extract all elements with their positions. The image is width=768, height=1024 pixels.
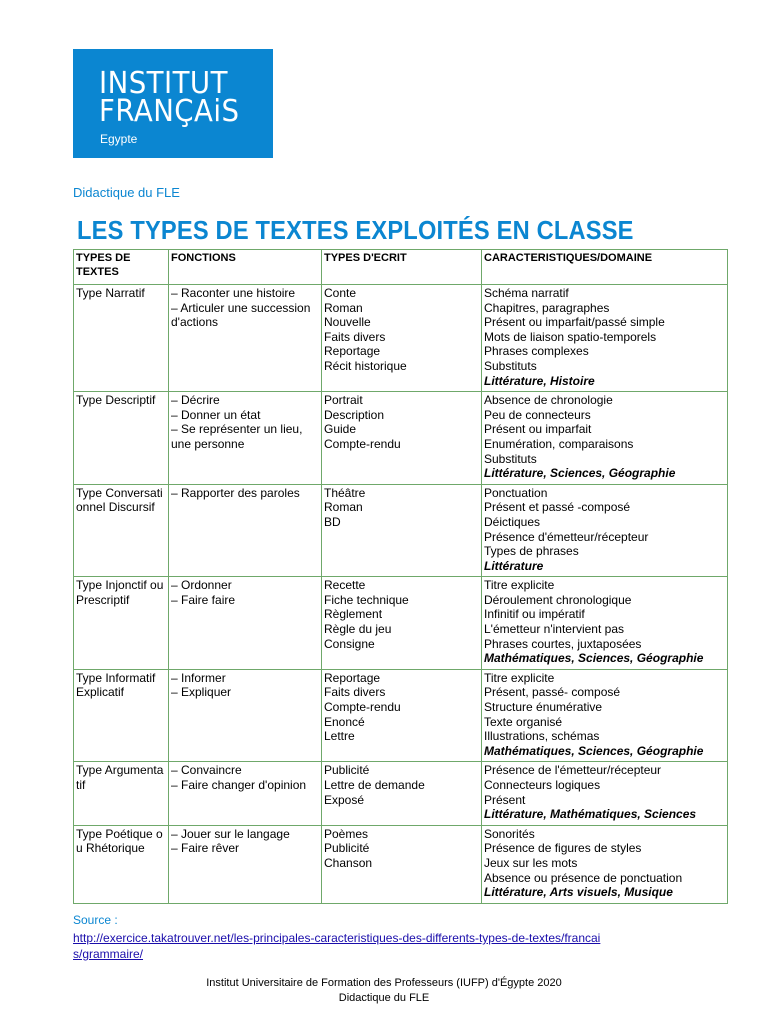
caracteristiques-cell <box>482 669 728 762</box>
caracteristique-item: Types de phrases <box>484 544 579 559</box>
function-item: – Jouer sur le langage <box>171 826 290 841</box>
text-type-cell: Type Descriptif <box>74 392 169 485</box>
caracteristiques-cell <box>482 577 728 670</box>
caracteristique-item: Absence ou présence de ponctuation <box>484 870 683 885</box>
caracteristique-item: Structure énumérative <box>484 700 603 715</box>
text-types-table <box>73 249 728 904</box>
ecrit-item: Règlement <box>324 607 383 622</box>
caracteristique-item: Présent et passé -composé <box>484 500 631 515</box>
ecrit-item: Lettre <box>324 729 355 744</box>
ecrit-item: Publicité <box>324 763 370 778</box>
ecrit-item: Reportage <box>324 344 381 359</box>
caracteristique-item: L'émetteur n'intervient pas <box>484 622 624 637</box>
caracteristique-item: Texte organisé <box>484 714 563 729</box>
caracteristique-item: Peu de connecteurs <box>484 407 591 422</box>
function-item: – Informer <box>171 670 226 685</box>
caracteristiques-cell <box>482 484 728 577</box>
function-item: – Ordonner <box>171 578 232 593</box>
table-row <box>74 762 728 825</box>
source-link[interactable]: http://exercice.takatrouver.net/les-principales-caracteristiques-des-differents-types-de-textes/francais/grammaire/ <box>73 931 601 961</box>
caracteristiques-cell <box>482 762 728 825</box>
domaine-item: Littérature, Histoire <box>484 373 595 388</box>
ecrit-item: Fiche technique <box>324 592 409 607</box>
text-type-cell: Type Conversationnel Discursif <box>74 484 169 577</box>
caracteristique-item: Titre explicite <box>484 578 555 593</box>
ecrit-item: Nouvelle <box>324 315 371 330</box>
ecrit-item: BD <box>324 514 341 529</box>
table-row <box>74 669 728 762</box>
logo-subtitle: Egypte <box>100 132 138 146</box>
table-header-row <box>74 250 728 285</box>
caracteristiques-cell <box>482 392 728 485</box>
institut-francais-logo <box>73 49 273 158</box>
function-item: – Rapporter des paroles <box>171 485 300 500</box>
function-item: – Donner un état <box>171 407 261 422</box>
table-row <box>74 285 728 392</box>
ecrit-item: Consigne <box>324 636 375 651</box>
caracteristique-item: Substituts <box>484 451 537 466</box>
caracteristique-item: Substituts <box>484 358 537 373</box>
caracteristique-item: Illustrations, schémas <box>484 729 600 744</box>
header-types-ecrit: TYPES D'ECRIT <box>322 250 482 285</box>
ecrit-item: Description <box>324 407 385 422</box>
caracteristique-item: Jeux sur les mots <box>484 855 578 870</box>
ecrits-cell <box>322 392 482 485</box>
function-item: – Faire rêver <box>171 841 240 856</box>
caracteristique-item: Schéma narratif <box>484 286 569 300</box>
function-item: – Expliquer <box>171 685 232 700</box>
ecrits-cell <box>322 577 482 670</box>
functions-cell <box>169 825 322 903</box>
caracteristique-item: Déictiques <box>484 514 541 529</box>
ecrit-item: Poèmes <box>324 826 369 841</box>
function-item: – Faire faire <box>171 592 236 607</box>
ecrit-item: Reportage <box>324 670 381 685</box>
text-type-cell: Type Narratif <box>74 285 169 392</box>
ecrit-item: Enoncé <box>324 714 365 729</box>
logo-line2: FRANÇAiS <box>99 94 240 129</box>
text-type-cell: Type Informatif Explicatif <box>74 669 169 762</box>
caracteristique-item: Phrases courtes, juxtaposées <box>484 636 642 651</box>
footer-subject: Didactique du FLE <box>338 992 430 1004</box>
ecrit-item: Faits divers <box>324 685 386 700</box>
text-type-cell: Type Injonctif ou Prescriptif <box>74 577 169 670</box>
ecrit-item: Récit historique <box>324 358 407 373</box>
functions-cell <box>169 484 322 577</box>
subject-heading: Didactique du FLE <box>73 185 180 200</box>
ecrit-item: Compte-rendu <box>324 436 401 451</box>
ecrits-cell <box>322 669 482 762</box>
ecrit-item: Guide <box>324 422 357 437</box>
table-row <box>74 484 728 577</box>
functions-cell <box>169 392 322 485</box>
caracteristique-item: Absence de chronologie <box>484 393 613 408</box>
header-types: TYPES DE TEXTES <box>74 250 169 285</box>
ecrits-cell <box>322 825 482 903</box>
footer-institution: Institut Universitaire de Formation des Professeurs (IUFP) d'Égypte 2020 <box>206 977 562 989</box>
function-item: – Articuler une succession d'actions <box>171 300 311 330</box>
ecrit-item: Conte <box>324 286 357 300</box>
caracteristique-item: Présence de l'émetteur/récepteur <box>484 763 662 778</box>
ecrit-item: Règle du jeu <box>324 622 392 637</box>
ecrit-item: Roman <box>324 300 363 315</box>
ecrit-item: Roman <box>324 500 363 515</box>
text-type-cell: Type Poétique ou Rhétorique <box>74 825 169 903</box>
caracteristique-item: Ponctuation <box>484 485 548 500</box>
caracteristique-item: Présent <box>484 792 526 807</box>
table-row <box>74 825 728 903</box>
domaine-item: Mathématiques, Sciences, Géographie <box>484 743 704 758</box>
function-item: – Faire changer d'opinion <box>171 778 307 792</box>
caracteristique-item: Présence de figures de styles <box>484 841 642 856</box>
functions-cell <box>169 285 322 392</box>
caracteristique-item: Titre explicite <box>484 670 555 685</box>
logo-line1: INSTITUT <box>99 66 228 101</box>
function-item: – Se représenter un lieu, une personne <box>171 422 303 451</box>
caracteristique-item: Connecteurs logiques <box>484 778 601 792</box>
functions-cell <box>169 577 322 670</box>
ecrit-item: Lettre de demande <box>324 778 425 792</box>
domaine-item: Littérature, Arts visuels, Musique <box>484 885 673 900</box>
ecrit-item: Théâtre <box>324 485 366 500</box>
ecrit-item: Faits divers <box>324 329 386 344</box>
domaine-item: Littérature, Mathématiques, Sciences <box>484 807 697 822</box>
ecrits-cell <box>322 762 482 825</box>
caracteristiques-cell <box>482 285 728 392</box>
ecrit-item: Portrait <box>324 393 363 408</box>
header-fonctions: FONCTIONS <box>169 250 322 285</box>
ecrit-item: Publicité <box>324 841 370 856</box>
caracteristique-item: Infinitif ou impératif <box>484 607 585 622</box>
table-row <box>74 577 728 670</box>
caracteristique-item: Enumération, comparaisons <box>484 436 634 451</box>
header-caracteristiques: CARACTERISTIQUES/DOMAINE <box>482 250 728 285</box>
caracteristique-item: Sonorités <box>484 826 535 841</box>
caracteristique-item: Phrases complexes <box>484 344 589 359</box>
functions-cell <box>169 762 322 825</box>
caracteristiques-cell <box>482 825 728 903</box>
caracteristique-item: Chapitres, paragraphes <box>484 300 610 315</box>
domaine-item: Littérature <box>484 558 544 573</box>
caracteristique-item: Présent, passé- composé <box>484 685 621 700</box>
function-item: – Convaincre <box>171 763 242 778</box>
ecrit-item: Exposé <box>324 792 365 807</box>
text-type-cell: Type Argumentatif <box>74 762 169 825</box>
caracteristique-item: Présent ou imparfait <box>484 422 592 437</box>
caracteristique-item: Déroulement chronologique <box>484 592 632 607</box>
source-label: Source : <box>73 913 118 927</box>
functions-cell <box>169 669 322 762</box>
domaine-item: Mathématiques, Sciences, Géographie <box>484 651 704 666</box>
ecrit-item: Recette <box>324 578 366 593</box>
page-title: LES TYPES DE TEXTES EXPLOITÉS EN CLASSE <box>77 215 634 245</box>
caracteristique-item: Présent ou imparfait/passé simple <box>484 315 665 330</box>
function-item: – Décrire <box>171 393 220 408</box>
caracteristique-item: Présence d'émetteur/récepteur <box>484 529 649 544</box>
ecrit-item: Chanson <box>324 855 373 870</box>
table-row <box>74 392 728 485</box>
ecrits-cell <box>322 285 482 392</box>
ecrit-item: Compte-rendu <box>324 700 401 715</box>
domaine-item: Littérature, Sciences, Géographie <box>484 466 676 481</box>
caracteristique-item: Mots de liaison spatio-temporels <box>484 329 657 344</box>
function-item: – Raconter une histoire <box>171 286 296 300</box>
ecrits-cell <box>322 484 482 577</box>
